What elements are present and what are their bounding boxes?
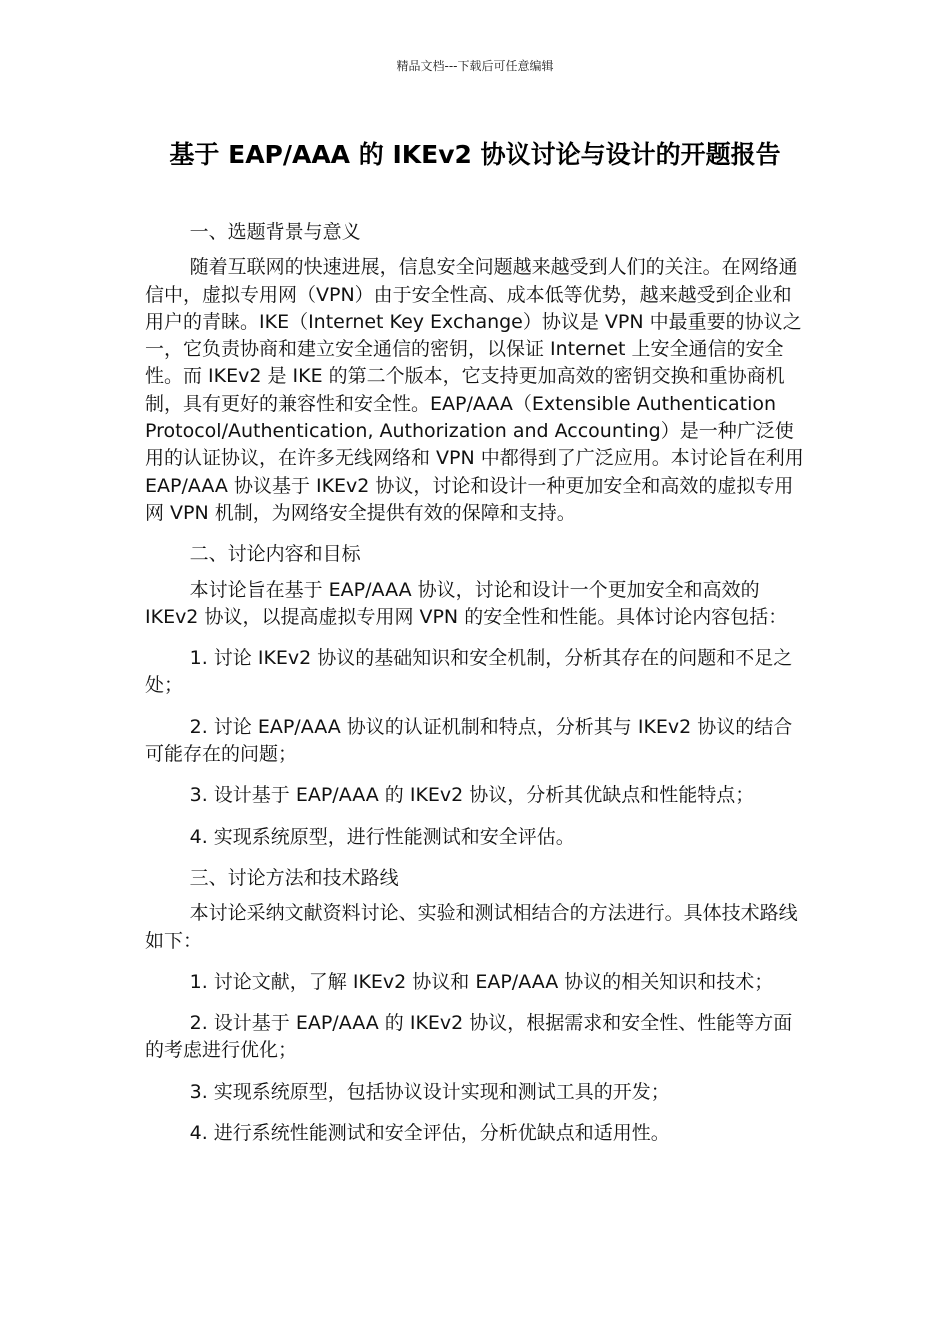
section-3-list-item-1: 1. 讨论文献，了解 IKEv2 协议和 EAP/AAA 协议的相关知识和技术； bbox=[189, 970, 774, 993]
section-heading-2: 二、讨论内容和目标 bbox=[189, 543, 361, 566]
section-3-paragraph-1: 本讨论采纳文献资料讨论、实验和测试相结合的方法进行。具体技术路线如下： bbox=[145, 902, 798, 952]
section-2-list-item-2: 2. 讨论 EAP/AAA 协议的认证机制和特点，分析其与 IKEv2 协议的结合可能存在的问题； bbox=[145, 715, 793, 766]
document-title: 基于 EAP/AAA 的 IKEv2 协议讨论与设计的开题报告 bbox=[169, 140, 781, 169]
page-header: 精品文档---下载后可任意编辑 bbox=[396, 59, 554, 73]
document-body bbox=[145, 219, 807, 1161]
section-3-list-item-2: 2. 设计基于 EAP/AAA 的 IKEv2 协议，根据需求和安全性、性能等方面的考虑进行优化； bbox=[145, 1012, 793, 1062]
section-heading-3: 三、讨论方法和技术路线 bbox=[189, 866, 399, 889]
section-heading-1: 一、选题背景与意义 bbox=[189, 221, 361, 243]
section-2-list-item-4: 4. 实现系统原型，进行性能测试和安全评估。 bbox=[189, 825, 575, 848]
section-2-list-item-1: 1. 讨论 IKEv2 协议的基础知识和安全机制，分析其存在的问题和不足之处； bbox=[145, 647, 793, 697]
section-3-list-item-3: 3. 实现系统原型，包括协议设计实现和测试工具的开发； bbox=[189, 1080, 670, 1103]
section-2-paragraph-1: 本讨论旨在基于 EAP/AAA 协议，讨论和设计一个更加安全和高效的 IKEv2 协议，以提高虚拟专用网 VPN 的安全性和性能。具体讨论内容包括： bbox=[145, 578, 788, 628]
section-1-paragraph-1: 随着互联网的快速进展，信息安全问题越来越受到人们的关注。在网络通信中，虚拟专用网（VPN）由于安全性高、成本低等优势，越来越受到企业和用户的青睐。IKE（Internet Key Exchange）协议是 VPN 中最重要的协议之一，它负责协商和建立安全通信的密钥，以保证 Internet 上安全通信的安全性。而 IKEv2 是 IKE 的第二个版本，它支持更加高效的密钥交换和重协商机制，具有更好的兼容性和安全性。EAP/AAA（Extensible Authentication Protocol/Authentication, Authorization and Accounting）是一种广泛使用的认证协议，在许多无线网络和 VPN 中都得到了广泛应用。本讨论旨在利用 EAP/AAA 协议基于 IKEv2 协议，讨论和设计一种更加安全和高效的虚拟专用网 VPN 机制，为网络安全提供有效的保障和支持。 bbox=[145, 256, 804, 524]
section-2-list-item-3: 3. 设计基于 EAP/AAA 的 IKEv2 协议，分析其优缺点和性能特点； bbox=[189, 784, 755, 807]
section-3-list-item-4: 4. 进行系统性能测试和安全评估，分析优缺点和适用性。 bbox=[189, 1122, 670, 1145]
